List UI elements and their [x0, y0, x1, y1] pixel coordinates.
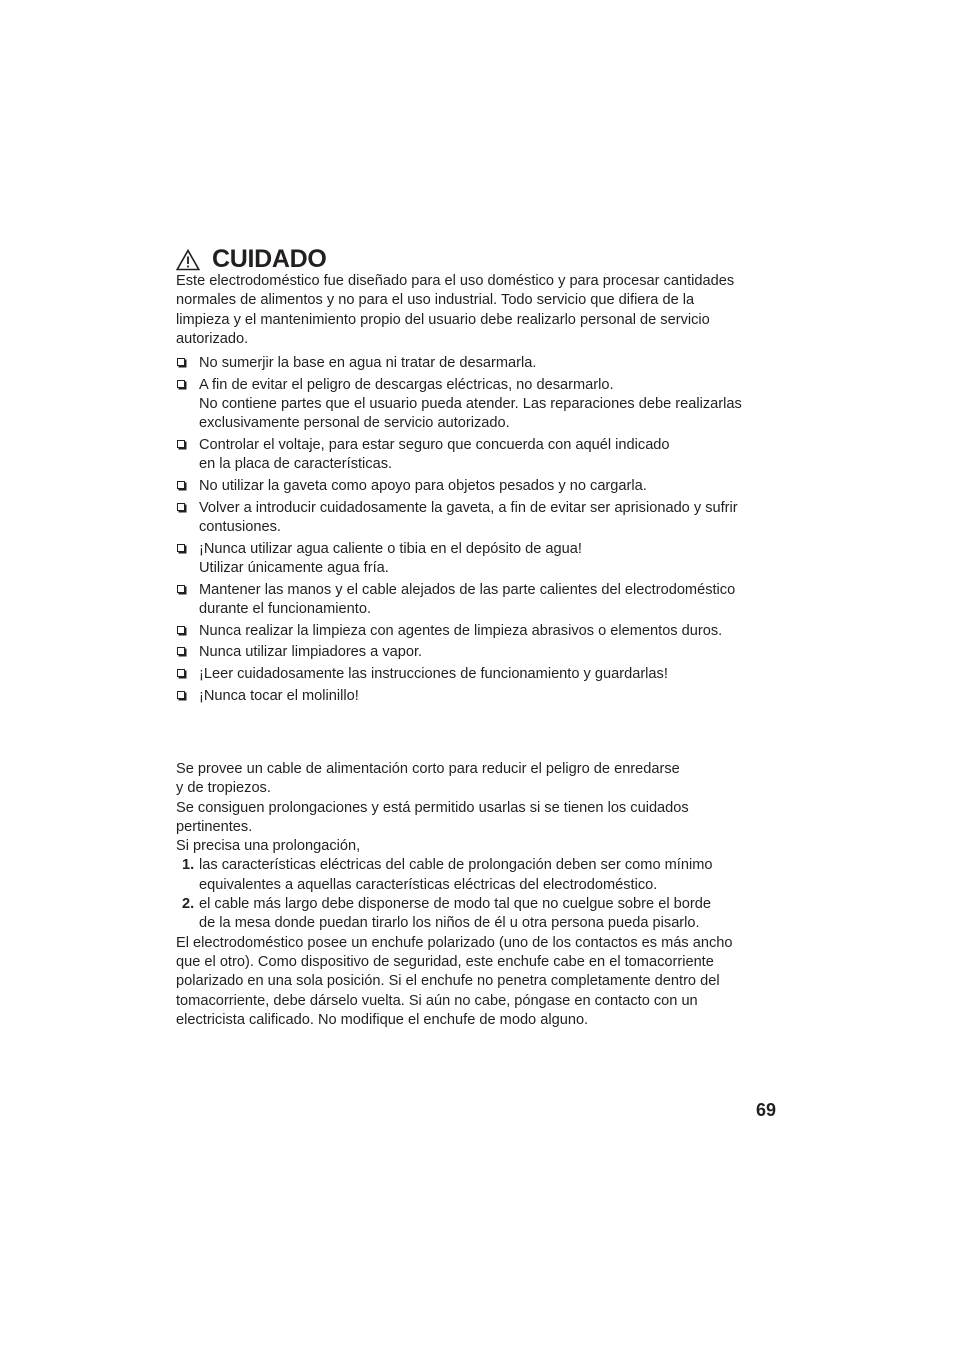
warning-text: No sumerjir la base en agua ni tratar de desarmarla. — [199, 355, 537, 371]
intro-line: Este electrodoméstico fue diseñado para el uso doméstico y para procesar cantidades — [176, 273, 735, 289]
checkbox-bullet-icon — [177, 481, 185, 489]
warning-item — [176, 477, 786, 496]
checkbox-bullet-icon — [177, 544, 185, 552]
checkbox-bullet-icon — [177, 503, 185, 511]
item-text: el cable más largo debe disponerse de modo tal que no cuelgue sobre el borde — [199, 896, 711, 913]
warning-text: ¡Nunca tocar el molinillo! — [199, 687, 359, 704]
warning-text: ¡Nunca utilizar agua caliente o tibia en el depósito de agua! — [199, 540, 582, 557]
warning-text: Nunca realizar la limpieza con agentes de limpieza abrasivos o elementos duros. — [199, 622, 723, 639]
warning-text: Utilizar únicamente agua fría. — [199, 559, 389, 576]
warning-text: Controlar el voltaje, para estar seguro que concuerda con aquél indicado — [199, 436, 670, 453]
checkbox-bullet-icon — [177, 380, 185, 388]
intro-paragraph — [176, 272, 786, 349]
cable-line: pertinentes. — [176, 818, 253, 835]
item-number: 1. — [182, 857, 195, 874]
warning-item — [176, 665, 786, 684]
warning-item — [176, 499, 786, 538]
warning-text: No utilizar la gaveta como apoyo para objetos pesados y no cargarla. — [199, 477, 647, 494]
warning-text: No contiene partes que el usuario pueda atender. Las reparaciones debe realizarlas — [199, 395, 742, 412]
warning-text: A fin de evitar el peligro de descargas eléctricas, no desarmarlo. — [199, 376, 614, 393]
caution-heading — [176, 242, 327, 276]
warning-text: Nunca utilizar limpiadores a vapor. — [199, 644, 423, 661]
warning-item — [176, 643, 786, 662]
intro-line: autorizado. — [176, 330, 249, 347]
plug-line: tomacorriente, debe dárselo vuelta. Si aún no cabe, póngase en contacto con un — [176, 992, 698, 1009]
checkbox-bullet-icon — [177, 440, 185, 448]
cable-line: Si precisa una prolongación, — [176, 838, 361, 855]
warning-text: durante el funcionamiento. — [199, 600, 371, 617]
warning-item — [176, 540, 786, 579]
warning-text: en la placa de características. — [199, 456, 393, 473]
warning-text: ¡Leer cuidadosamente las instrucciones de funcionamiento y guardarlas! — [199, 665, 668, 682]
polarized-plug-paragraph — [176, 934, 786, 1030]
cable-line: y de tropiezos. — [176, 780, 271, 797]
plug-line: El electrodoméstico posee un enchufe polarizado (uno de los contactos es más ancho — [176, 934, 733, 951]
caution-title: CUIDADO — [212, 244, 327, 273]
warning-item — [176, 436, 786, 475]
checkbox-bullet-icon — [177, 585, 185, 593]
warning-item — [176, 687, 786, 706]
plug-line: electricista calificado. No modifique el enchufe de modo alguno. — [176, 1011, 589, 1028]
cable-intro — [176, 760, 786, 856]
cable-line: Se provee un cable de alimentación corto para reducir el peligro de enredarse — [176, 761, 680, 777]
intro-line: normales de alimentos y no para el uso industrial. Todo servicio que difiera de la — [176, 292, 695, 309]
warning-triangle-icon — [176, 249, 200, 271]
warning-item — [176, 354, 786, 373]
cable-line: Se consiguen prolongaciones y está permitido usarlas si se tienen los cuidados — [176, 799, 689, 816]
warning-text: exclusivamente personal de servicio autorizado. — [199, 415, 510, 432]
checkbox-bullet-icon — [177, 669, 185, 677]
numbered-item — [176, 895, 786, 934]
item-text: de la mesa donde puedan tirarlo los niños de él u otra persona pueda pisarlo. — [199, 915, 700, 932]
plug-line: polarizado en una sola posición. Si el enchufe no penetra completamente dentro del — [176, 973, 720, 990]
warning-text: Volver a introducir cuidadosamente la gaveta, a fin de evitar ser aprisionado y sufrir — [199, 499, 738, 516]
checkbox-bullet-icon — [177, 647, 185, 655]
warning-item — [176, 622, 786, 641]
power-cable-section — [176, 760, 786, 1030]
item-number: 2. — [182, 896, 195, 913]
warning-list — [176, 354, 786, 708]
checkbox-bullet-icon — [177, 358, 185, 366]
warning-item — [176, 581, 786, 620]
checkbox-bullet-icon — [177, 626, 185, 634]
item-text: las características eléctricas del cable de prolongación deben ser como mínimo — [199, 857, 713, 874]
warning-text: contusiones. — [199, 518, 281, 535]
checkbox-bullet-icon — [177, 691, 185, 699]
plug-line: que el otro). Como dispositivo de seguridad, este enchufe cabe en el tomacorriente — [176, 953, 714, 970]
item-text: equivalentes a aquellas características eléctricas del electrodoméstico. — [199, 876, 658, 893]
intro-line: limpieza y el mantenimiento propio del usuario debe realizarlo personal de servicio — [176, 311, 710, 328]
page-number: 69 — [755, 1100, 776, 1120]
warning-text: Mantener las manos y el cable alejados de las parte calientes del electrodoméstico — [199, 581, 736, 598]
warning-item — [176, 376, 786, 434]
extension-cord-list — [176, 856, 786, 933]
numbered-item — [176, 856, 786, 895]
